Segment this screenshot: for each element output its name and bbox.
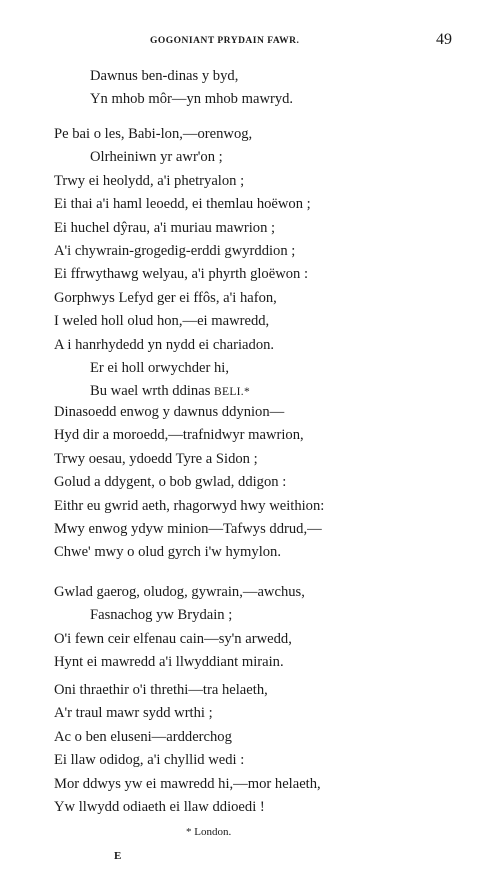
poem-line bbox=[54, 543, 281, 561]
poem-line-text: Trwy oesau, ydoedd Tyre a Sidon ; bbox=[54, 450, 258, 467]
poem-line bbox=[90, 148, 223, 166]
poem-line-smallcaps: BELI.* bbox=[214, 386, 251, 399]
poem-line bbox=[54, 336, 274, 354]
poem-line-text: Hynt ei mawredd a'i llwyddiant mirain. bbox=[54, 654, 284, 671]
poem-line bbox=[90, 382, 250, 401]
poem-line bbox=[90, 90, 293, 108]
poem-line bbox=[54, 798, 265, 816]
poem-line-text: Olrheiniwn yr awr'on ; bbox=[90, 149, 223, 166]
poem-line-text: Eithr eu gwrid aeth, rhagorwyd hwy weithion: bbox=[54, 497, 325, 514]
poem-line-text: Yw llwydd odiaeth ei llaw ddioedi ! bbox=[54, 799, 265, 815]
poem-line-text: Ei huchel dŷrau, a'i muriau mawrion ; bbox=[54, 219, 276, 236]
poem-line bbox=[54, 312, 269, 330]
poem-line-text: Ei ffrwythawg welyau, a'i phyrth gloëwon : bbox=[54, 266, 309, 283]
poem-line-text: Ac o ben eluseni—ardderchog bbox=[54, 728, 232, 745]
poem-line-text: Bu wael wrth ddinas bbox=[90, 383, 211, 400]
poem-line bbox=[54, 125, 252, 143]
poem-line-text: Chwe' mwy o olud gyrch i'w hymylon. bbox=[54, 544, 281, 561]
poem-line bbox=[54, 630, 292, 648]
poem-line-text: Ei thai a'i haml leoedd, ei themlau hoëwon ; bbox=[54, 196, 311, 213]
poem-line-text: Trwy ei heolydd, a'i phetryalon ; bbox=[54, 172, 245, 189]
poem-line bbox=[54, 403, 284, 421]
footnote: * London. bbox=[186, 826, 232, 838]
poem-line-text: Er ei holl orwychder hi, bbox=[90, 360, 230, 376]
poem-line bbox=[90, 359, 229, 377]
poem-line bbox=[54, 473, 286, 491]
poem-line bbox=[54, 583, 305, 601]
running-head: GOGONIANT PRYDAIN FAWR. bbox=[150, 36, 300, 46]
poem-line bbox=[54, 289, 277, 307]
poem-line-text: Dinasoedd enwog y dawnus ddynion— bbox=[54, 404, 285, 420]
poem-line bbox=[54, 728, 232, 746]
poem-line-text: Ei llaw odidog, a'i chyllid wedi : bbox=[54, 752, 245, 769]
poem-line-text: A i hanrhydedd yn nydd ei chariadon. bbox=[54, 336, 275, 353]
poem-line bbox=[54, 265, 308, 283]
poem-line bbox=[90, 606, 232, 624]
poem-line-text: Hyd dir a moroedd,—trafnidwyr mawrion, bbox=[54, 427, 304, 444]
poem-line-text: Gorphwys Lefyd ger ei ffôs, a'i hafon, bbox=[54, 289, 277, 306]
poem-line-text: O'i fewn ceir elfenau cain—sy'n arwedd, bbox=[54, 630, 292, 647]
poem-line bbox=[54, 497, 324, 515]
poem-line bbox=[54, 681, 268, 699]
poem-line-text: I weled holl olud hon,—ei mawredd, bbox=[54, 313, 270, 330]
poem-line-text: A'r traul mawr sydd wrthi ; bbox=[54, 705, 213, 722]
poem-line-text: Yn mhob môr—yn mhob mawryd. bbox=[90, 91, 294, 108]
poem-line-text: A'i chywrain-grogedig-erddi gwyrddion ; bbox=[54, 243, 296, 259]
poem-line-text: Golud a ddygent, o bob gwlad, ddigon : bbox=[54, 474, 287, 491]
poem-line-text: Mor ddwys yw ei mawredd hi,—mor helaeth, bbox=[54, 775, 321, 792]
poem-line-text: Oni thraethir o'i threthi—tra helaeth, bbox=[54, 682, 268, 698]
signature-mark: E bbox=[114, 850, 122, 862]
poem-line-text: Mwy enwog ydyw minion—Tafwys ddrud,— bbox=[54, 521, 322, 537]
poem-line-text: Dawnus ben-dinas y byd, bbox=[90, 68, 239, 84]
poem-line bbox=[54, 242, 295, 260]
poem-line bbox=[54, 704, 213, 722]
poem-line-text: Fasnachog yw Brydain ; bbox=[90, 607, 233, 624]
page-number: 49 bbox=[436, 31, 452, 48]
poem-line bbox=[54, 195, 311, 213]
poem-line bbox=[54, 751, 244, 769]
poem-line-text: Pe bai o les, Babi-lon,—orenwog, bbox=[54, 126, 253, 142]
poem-line bbox=[54, 520, 322, 538]
poem-line-text: Gwlad gaerog, oludog, gywrain,—awchus, bbox=[54, 584, 305, 600]
poem-line bbox=[54, 775, 321, 793]
poem-line bbox=[54, 450, 258, 468]
poem-line bbox=[54, 172, 244, 190]
poem-line bbox=[54, 219, 275, 237]
poem-line bbox=[90, 67, 238, 85]
poem-line bbox=[54, 653, 284, 671]
poem-line bbox=[54, 426, 304, 444]
